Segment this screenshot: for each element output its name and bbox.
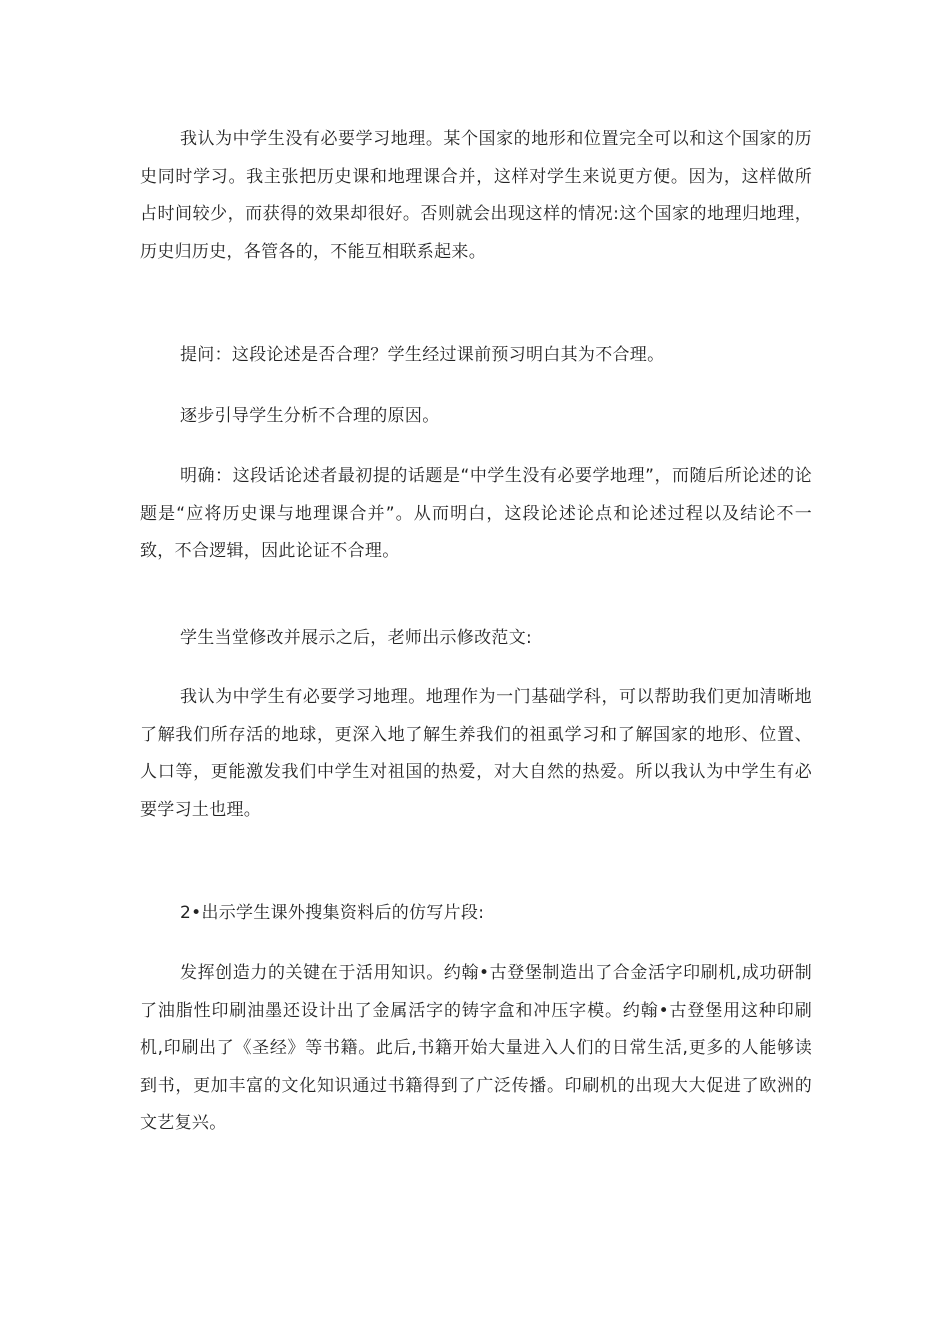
section-heading-imitation-writing: 2•出示学生课外搜集资料后的仿写片段: xyxy=(180,903,485,923)
paragraph-guidance: 逐步引导学生分析不合理的原因。 xyxy=(180,406,440,426)
paragraph-clarification: 明确：这段话论述者最初提的话题是“中学生没有必要学地理”，而随后所论述的论题是“应将历史课与地理课合并”。从而明白，这段论述论点和论述过程以及结论不一致，不合逻辑，因此论证不合理。 xyxy=(140,466,812,561)
paragraph-question: 提问：这段论述是否合理？学生经过课前预习明白其为不合理。 xyxy=(180,345,665,365)
paragraph-original-argument: 我认为中学生没有必要学习地理。某个国家的地形和位置完全可以和这个国家的历史同时学习。我主张把历史课和地理课合并，这样对学生来说更方便。因为，这样做所占时间较少，而获得的效果却很好。否则就会出现这样的情况:这个国家的地理归地理，历史归历史，各管各的，不能互相联系起来。 xyxy=(140,129,812,262)
paragraph-teacher-sample-intro: 学生当堂修改并展示之后，老师出示修改范文: xyxy=(180,628,533,648)
paragraph-gutenberg-example: 发挥创造力的关键在于活用知识。约翰•古登堡制造出了合金活字印刷机,成功研制了油脂性印刷油墨还设计出了金属活字的铸字盒和冲压字模。约翰•古登堡用这种印刷机,印刷出了《圣经》等书籍。此后,书籍开始大量进入人们的日常生活,更多的人能够读到书，更加丰富的文化知识通过书籍得到了广泛传播。印刷机的出现大大促进了欧洲的文艺复兴。 xyxy=(140,963,812,1133)
paragraph-revised-sample: 我认为中学生有必要学习地理。地理作为一门基础学科，可以帮助我们更加清晰地了解我们所存活的地球，更深入地了解生养我们的祖虱学习和了解国家的地形、位置、人口等，更能激发我们中学生对祖国的热爱，对大自然的热爱。所以我认为中学生有必要学习土也理。 xyxy=(140,687,812,820)
